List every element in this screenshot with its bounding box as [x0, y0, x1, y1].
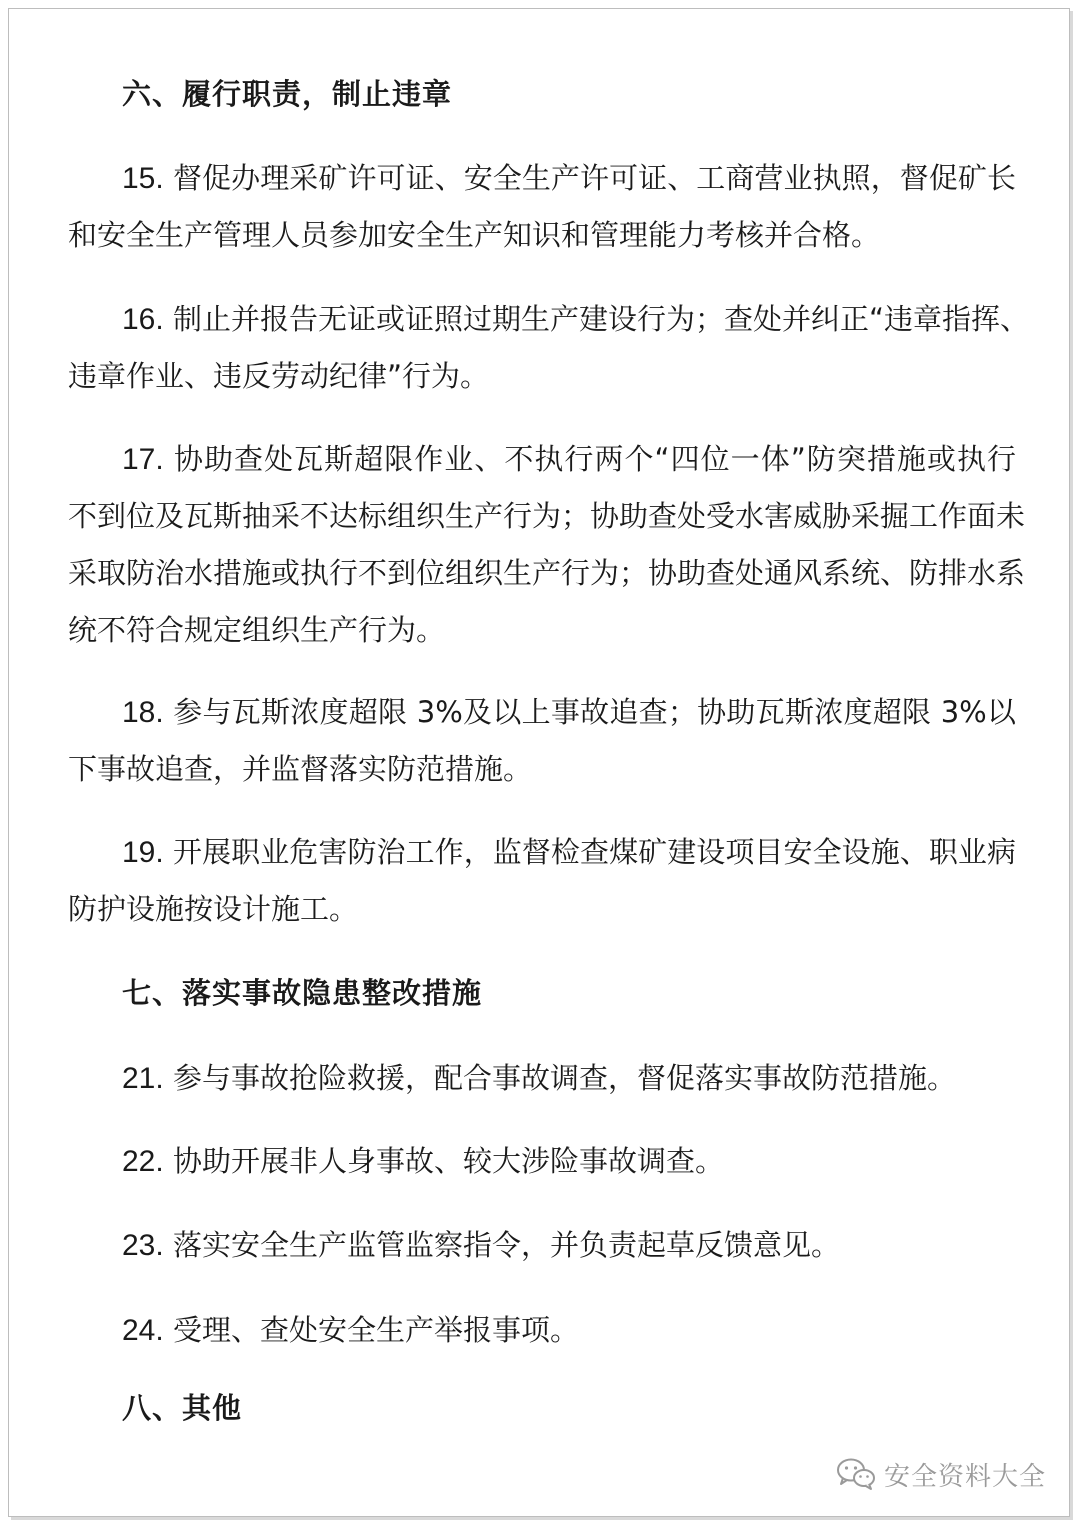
item-text: 防护设施按设计施工。	[68, 892, 359, 926]
item-number: 21.	[122, 1062, 164, 1095]
item-text: 协助查处瓦斯超限作业、不执行两个“四位一体”防突措施或执行	[173, 442, 1016, 476]
item-text: 和安全生产管理人员参加安全生产知识和管理能力考核并合格。	[68, 218, 881, 252]
item-number: 24.	[122, 1314, 164, 1347]
list-item	[68, 291, 1029, 405]
item-text: 参与事故抢险救援，配合事故调查，督促落实事故防范措施。	[172, 1061, 956, 1095]
list-item	[68, 431, 1026, 659]
item-text: 参与瓦斯浓度超限 3%及以上事故追查；协助瓦斯浓度超限 3%以	[173, 695, 1017, 729]
watermark-text: 安全资料大全	[883, 1461, 1046, 1492]
item-text: 采取防治水措施或执行不到位组织生产行为；协助查处通风系统、防排水系	[68, 556, 1026, 590]
item-number: 18.	[122, 696, 164, 729]
item-text: 不到位及瓦斯抽采不达标组织生产行为；协助查处受水害威胁采掘工作面未	[68, 499, 1026, 533]
section-heading: 七、落实事故隐患整改措施	[122, 976, 483, 1010]
item-text: 受理、查处安全生产举报事项。	[172, 1313, 579, 1347]
list-item	[68, 684, 1016, 798]
wechat-icon	[836, 1457, 876, 1491]
item-text: 落实安全生产监管监察指令，并负责起草反馈意见。	[172, 1228, 840, 1262]
item-number: 19.	[122, 836, 164, 869]
item-number: 15.	[122, 162, 164, 195]
list-item	[68, 1050, 1016, 1107]
list-item	[68, 1217, 1016, 1274]
item-text: 违章作业、违反劳动纪律”行为。	[68, 359, 490, 393]
list-item	[68, 1133, 1016, 1190]
item-text: 下事故追查，并监督落实防范措施。	[68, 752, 533, 786]
watermark	[836, 1452, 1046, 1496]
item-text: 协助开展非人身事故、较大涉险事故调查。	[172, 1144, 724, 1178]
item-number: 23.	[122, 1229, 164, 1262]
item-text: 督促办理采矿许可证、安全生产许可证、工商营业执照，督促矿长	[173, 161, 1016, 195]
item-number: 17.	[122, 443, 164, 476]
item-text: 制止并报告无证或证照过期生产建设行为；查处并纠正“违章指挥、	[172, 302, 1029, 336]
item-text: 统不符合规定组织生产行为。	[68, 613, 446, 647]
section-heading: 八、其他	[122, 1391, 243, 1425]
item-text: 开展职业危害防治工作，监督检查煤矿建设项目安全设施、职业病	[173, 835, 1016, 869]
item-number: 22.	[122, 1145, 164, 1178]
list-item	[68, 150, 1016, 264]
list-item	[68, 1302, 1016, 1359]
section-heading: 六、履行职责，制止违章	[122, 77, 453, 111]
item-number: 16.	[122, 303, 164, 336]
list-item	[68, 824, 1016, 938]
